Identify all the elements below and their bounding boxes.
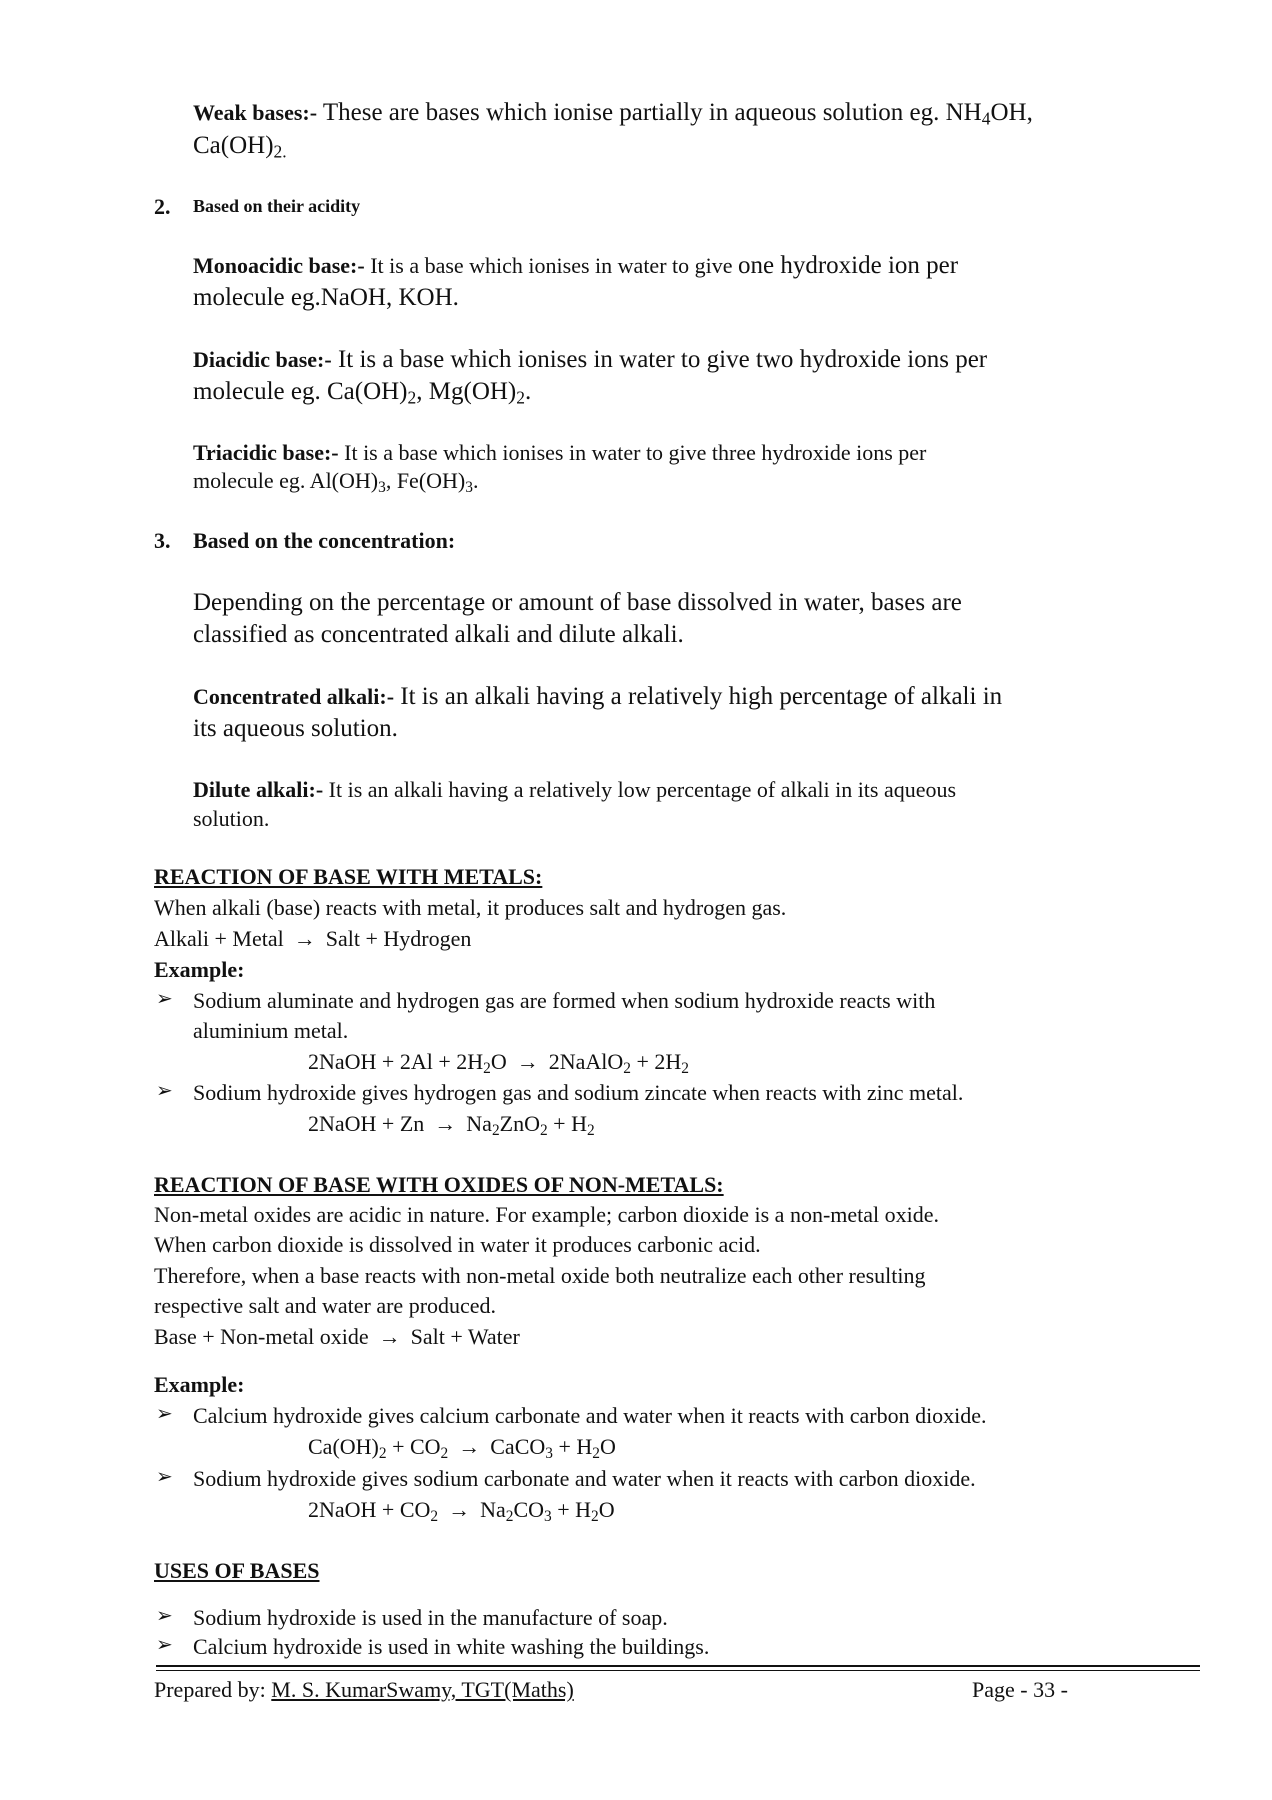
section-3-title: Based on the concentration:	[193, 528, 456, 553]
oxides-example-label: Example:	[154, 1372, 245, 1397]
uses-item-2: Calcium hydroxide is used in white washing the buildings.	[193, 1634, 710, 1659]
oxides-line4: respective salt and water are produced.	[154, 1293, 497, 1318]
triacidic-term: Triacidic base:-	[193, 440, 339, 465]
footer-rule-top	[156, 1665, 1200, 1667]
weak-bases-term: Weak bases:-	[193, 100, 318, 125]
section-3-number: 3.	[154, 528, 171, 553]
bullet-arrow-icon: ➢	[156, 1603, 173, 1627]
concentrated-line1: Concentrated alkali:- It is an alkali having a relatively high percentage of alkali in	[193, 683, 1003, 710]
metals-equation: Alkali + Metal → Salt + Hydrogen	[154, 926, 472, 951]
metals-bullet-2: Sodium hydroxide gives hydrogen gas and sodium zincate when reacts with zinc metal.	[193, 1080, 964, 1105]
metals-equation-1: 2NaOH + $2Al + 2H_2O$ → 2NaAlO$_2$ + $2H_2$	[308, 1049, 689, 1077]
metals-equation-2: 2NaOH + $Zn \to Na_2ZnO_2 + H_2$	[308, 1111, 595, 1139]
oxides-bullet-1: Calcium hydroxide gives calcium carbonate and water when it reacts with carbon dioxide.	[193, 1403, 987, 1428]
section-3-intro-line1: Depending on the percentage or amount of base dissolved in water, bases are	[193, 589, 962, 616]
dilute-line2: solution.	[193, 806, 270, 831]
section-2-number: 2.	[154, 194, 171, 219]
bullet-arrow-icon: ➢	[156, 1401, 173, 1425]
monoacidic-line1: Monoacidic base:- It is a base which ionises in water to give one hydroxide ion per	[193, 252, 959, 279]
monoacidic-term: Monoacidic base:-	[193, 253, 365, 278]
concentrated-term: Concentrated alkali:-	[193, 684, 395, 709]
footer-rule-bottom	[156, 1670, 1200, 1671]
uses-item-1: Sodium hydroxide is used in the manufacture of soap.	[193, 1605, 668, 1630]
section-2-title: Based on their acidity	[193, 196, 361, 216]
arrow-icon: →	[448, 1497, 471, 1522]
dilute-term: Dilute alkali:-	[193, 777, 324, 802]
oxides-line2: When carbon dioxide is dissolved in water it produces carbonic acid.	[154, 1232, 761, 1257]
footer-prepared-by: Prepared by: M. S. KumarSwamy, TGT(Maths)	[154, 1677, 574, 1702]
arrow-icon: →	[516, 1049, 539, 1074]
arrow-icon: →	[293, 926, 316, 951]
oxides-line1: Non-metal oxides are acidic in nature. For example; carbon dioxide is a non-metal oxide.	[154, 1202, 940, 1227]
bullet-arrow-icon: ➢	[156, 1464, 173, 1488]
oxides-bullet-2: Sodium hydroxide gives sodium carbonate and water when it reacts with carbon dioxide.	[193, 1466, 976, 1491]
metals-example-label: Example:	[154, 957, 245, 982]
metals-line1: When alkali (base) reacts with metal, it produces salt and hydrogen gas.	[154, 895, 787, 920]
arrow-icon: →	[378, 1324, 401, 1349]
diacidic-line2: molecule eg. $Ca(OH)_2$, $Mg(OH)_2$.	[193, 378, 532, 408]
triacidic-line1: Triacidic base:- It is a base which ionises in water to give three hydroxide ions per	[193, 440, 927, 465]
concentrated-line2: its aqueous solution.	[193, 715, 398, 742]
triacidic-line2: molecule eg. $Al(OH)_3$, $Fe(OH)_3$.	[193, 468, 479, 496]
bullet-arrow-icon: ➢	[156, 1078, 173, 1102]
oxides-line3: Therefore, when a base reacts with non-metal oxide both neutralize each other resulting	[154, 1263, 926, 1288]
bullet-arrow-icon: ➢	[156, 1632, 173, 1656]
weak-bases-line2: $Ca(OH)_{2.}$	[193, 132, 287, 162]
bullet-arrow-icon: ➢	[156, 986, 173, 1010]
oxides-equation-1: $Ca(OH)_2 + CO_2$ → CaCO$_3$ + $H_2O$	[308, 1434, 616, 1462]
metals-bullet-1-line2: aluminium metal.	[193, 1018, 349, 1043]
metals-bullet-1-line1: Sodium aluminate and hydrogen gas are formed when sodium hydroxide reacts with	[193, 988, 936, 1013]
metals-heading: REACTION OF BASE WITH METALS:	[154, 864, 543, 889]
oxides-equation: Base + Non-metal oxide → Salt + Water	[154, 1324, 520, 1349]
arrow-icon: →	[458, 1434, 481, 1459]
diacidic-line1: Diacidic base:- It is a base which ionises in water to give two hydroxide ions per	[193, 346, 988, 373]
arrow-icon: →	[434, 1111, 457, 1136]
diacidic-term: Diacidic base:-	[193, 347, 332, 372]
footer-author: M. S. KumarSwamy, TGT(Maths)	[271, 1677, 574, 1702]
oxides-equation-2: 2NaOH + $CO_2 \to Na_2CO_3 + H_2O$	[308, 1497, 615, 1525]
dilute-line1: Dilute alkali:- It is an alkali having a relatively low percentage of alkali in its aqueous	[193, 777, 957, 802]
weak-bases-line1: Weak bases:- These are bases which ionise partially in aqueous solution eg. $NH_4OH$,	[193, 99, 1033, 129]
oxides-heading: REACTION OF BASE WITH OXIDES OF NON-METALS:	[154, 1172, 724, 1197]
uses-heading: USES OF BASES	[154, 1558, 320, 1583]
footer-page-number: Page - 33 -	[972, 1677, 1068, 1702]
monoacidic-line2: molecule eg.NaOH, KOH.	[193, 284, 459, 311]
section-3-intro-line2: classified as concentrated alkali and dilute alkali.	[193, 621, 684, 648]
